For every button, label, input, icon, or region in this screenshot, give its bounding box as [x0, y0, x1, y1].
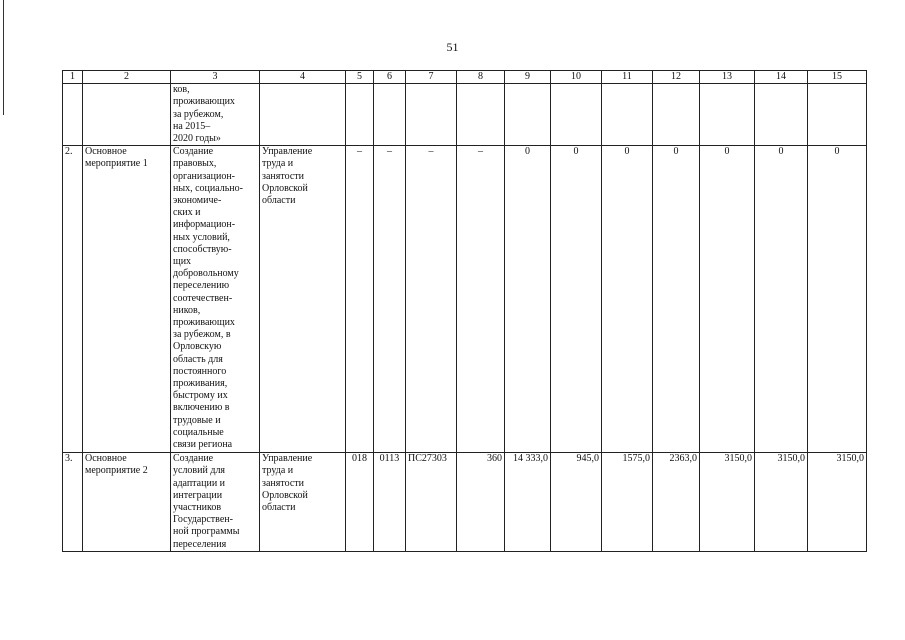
csr-cell: –: [406, 146, 457, 453]
year-value-cell: 0: [602, 146, 653, 453]
table-row: [63, 84, 867, 146]
vr-cell: 360: [457, 453, 505, 552]
header-cell: 10: [551, 71, 602, 84]
description-cell: Создание условий для адаптации и интеграции участников Государствен- ной программы переселения: [171, 453, 260, 552]
year-value-cell: 2363,0: [653, 453, 700, 552]
header-cell: 13: [700, 71, 755, 84]
header-cell: 11: [602, 71, 653, 84]
program-table: [62, 70, 867, 552]
executor-cell: Управление труда и занятости Орловской области: [260, 146, 346, 453]
header-cell: 1: [63, 71, 83, 84]
year-value-cell: 0: [700, 146, 755, 453]
total-cell: 14 333,0: [505, 453, 551, 552]
scan-edge-line: [3, 0, 4, 115]
header-cell: 6: [374, 71, 406, 84]
header-row: [63, 71, 867, 84]
year-value-cell: [653, 84, 700, 146]
vr-cell: –: [457, 146, 505, 453]
total-cell: 0: [505, 146, 551, 453]
description-cell: Создание правовых, организацион- ных, социально- экономиче- ских и информацион- ных условий, способствую- щих добровольному переселению соотечествен- ников, проживающих за рубежом, в Орловскую область для постоянного проживания, быстрому их включению в трудовые и социальные связи региона: [171, 146, 260, 453]
header-cell: 9: [505, 71, 551, 84]
year-value-cell: [602, 84, 653, 146]
table-row: [63, 146, 867, 453]
table-row: [63, 453, 867, 552]
year-value-cell: [551, 84, 602, 146]
row-number: 2.: [63, 146, 83, 453]
row-number: [63, 84, 83, 146]
grbs-cell: 018: [346, 453, 374, 552]
executor-cell: Управление труда и занятости Орловской области: [260, 453, 346, 552]
year-value-cell: 1575,0: [602, 453, 653, 552]
status-cell: [83, 84, 171, 146]
header-cell: 5: [346, 71, 374, 84]
vr-cell: [457, 84, 505, 146]
csr-cell: ПС27303: [406, 453, 457, 552]
row-number: 3.: [63, 453, 83, 552]
year-value-cell: 3150,0: [700, 453, 755, 552]
year-value-cell: 0: [551, 146, 602, 453]
year-value-cell: 0: [653, 146, 700, 453]
status-cell: Основное мероприятие 1: [83, 146, 171, 453]
header-cell: 4: [260, 71, 346, 84]
total-cell: [505, 84, 551, 146]
year-value-cell: 0: [808, 146, 867, 453]
header-cell: 8: [457, 71, 505, 84]
csr-cell: [406, 84, 457, 146]
rzpr-cell: –: [374, 146, 406, 453]
year-value-cell: [755, 84, 808, 146]
header-cell: 3: [171, 71, 260, 84]
year-value-cell: 3150,0: [755, 453, 808, 552]
header-cell: 15: [808, 71, 867, 84]
year-value-cell: 0: [755, 146, 808, 453]
grbs-cell: –: [346, 146, 374, 453]
grbs-cell: [346, 84, 374, 146]
year-value-cell: [700, 84, 755, 146]
year-value-cell: [808, 84, 867, 146]
description-cell: ков, проживающих за рубежом, на 2015– 2020 годы»: [171, 84, 260, 146]
header-cell: 7: [406, 71, 457, 84]
year-value-cell: 945,0: [551, 453, 602, 552]
page-number: 51: [446, 40, 459, 54]
year-value-cell: 3150,0: [808, 453, 867, 552]
executor-cell: [260, 84, 346, 146]
status-cell: Основное мероприятие 2: [83, 453, 171, 552]
header-cell: 14: [755, 71, 808, 84]
header-cell: 2: [83, 71, 171, 84]
rzpr-cell: 0113: [374, 453, 406, 552]
rzpr-cell: [374, 84, 406, 146]
header-cell: 12: [653, 71, 700, 84]
